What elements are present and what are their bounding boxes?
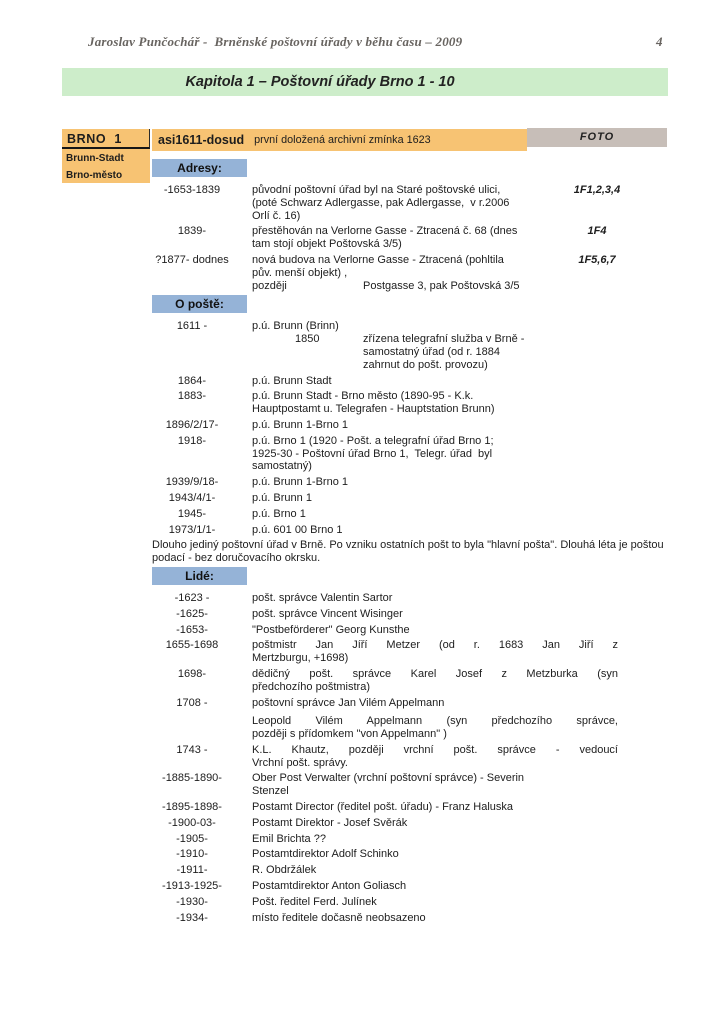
- entry-text-line: p.ú. Brunn (Brinn): [252, 320, 339, 333]
- entry-date: 1839-: [177, 225, 207, 238]
- entry-date: 1943/4/1-: [168, 491, 216, 504]
- entry-text-line: p.ú. Brno 1 (1920 - Pošt. a telegrafní úřad Brno 1;: [252, 434, 494, 447]
- entry-row: [152, 435, 676, 473]
- entry-text-line: p.ú. Brunn Stadt: [252, 374, 332, 387]
- entry-description: [252, 492, 618, 505]
- entry-date: -1900-03-: [168, 816, 216, 829]
- entry-description: [252, 592, 618, 605]
- entry-description: [252, 896, 618, 909]
- entry-date: 1939/9/18-: [165, 476, 219, 489]
- entry-row: [152, 833, 676, 846]
- entry-text-line: p.ú. Brno 1: [252, 507, 306, 520]
- entry-text-line: p.ú. Brunn Stadt - Brno město (1890-95 - K.k.: [252, 390, 474, 403]
- entry-row: [152, 184, 676, 222]
- entry-date: 1945-: [177, 507, 207, 520]
- archive-note: první doložená archivní zmínka 1623: [254, 133, 431, 146]
- entry-description: [252, 624, 618, 637]
- section-title-lide: Lidé:: [152, 567, 247, 585]
- entry-description: [252, 375, 618, 388]
- section-lide: [62, 567, 676, 925]
- entry-description: [252, 833, 618, 846]
- entry-text-line: Pošt. ředitel Ferd. Julínek: [252, 895, 377, 908]
- entry-text-line: samostatný): [252, 460, 312, 473]
- sub-entry-text: [363, 333, 524, 371]
- entry-text-line: zřízena telegrafní služba v Brně -: [363, 333, 525, 346]
- entry-text-line: Mertzburgu, +1698): [252, 652, 349, 665]
- entry-date: 1611 -: [176, 320, 208, 333]
- entry-row: [152, 524, 676, 537]
- office-period: asi1611-dosud: [158, 132, 245, 147]
- entry-text-line: místo ředitele dočasně neobsazeno: [252, 911, 426, 924]
- photo-column-header: FOTO: [527, 128, 667, 147]
- entry-row: [152, 864, 676, 877]
- entry-description: [252, 668, 618, 694]
- section-title-o-poste: O poště:: [152, 295, 247, 313]
- entry-text-line: (poté Schwarz Adlergasse, pak Adlergasse, v r.2006: [252, 196, 510, 209]
- entry-date: 1973/1/1-: [168, 523, 216, 536]
- entry-date: -1623 -: [174, 591, 210, 604]
- entry-date: -1911-: [176, 864, 208, 877]
- entry-description: [252, 715, 618, 741]
- entry-description: [252, 320, 618, 371]
- entry-text-line: předchozího poštmistra): [252, 680, 370, 693]
- note-line: Dlouho jediný poštovní úřad v Brně. Po vzniku ostatních pošt to byla "hlavní pošta". Dlouhá léta je poštou: [152, 539, 664, 552]
- entry-date: 1883-: [177, 390, 207, 403]
- entry-text-line: poštmistr Jan Jíří Metzer (od r. 1683 Jan Jiří z: [252, 639, 618, 652]
- entry-row: [152, 896, 676, 909]
- entry-text-line: nová budova na Verlorne Gasse - Ztracená (pohltila: [252, 253, 504, 266]
- entry-description: [252, 639, 618, 665]
- entry-text-line: tam stojí objekt Poštovská 3/5): [252, 238, 402, 251]
- entry-date: 1918-: [177, 434, 207, 447]
- chapter-banner: [62, 68, 668, 96]
- entry-text-line: Postamt Direktor - Josef Svěrák: [252, 816, 408, 829]
- entry-text-line: p.ú. Brunn 1: [252, 491, 312, 504]
- entry-date: ?1877- dodnes: [155, 253, 229, 266]
- document-header-title: Jaroslav Punčochář - Brněnské poštovní úřady v běhu času – 2009: [88, 34, 463, 49]
- entry-row: [152, 744, 676, 770]
- office-alt-name-german: Brunn-Stadt: [66, 153, 124, 164]
- entry-row: [152, 508, 676, 521]
- entry-text-line: Postamt Director (ředitel pošt. úřadu) - Franz Haluska: [252, 801, 514, 814]
- entry-row: [152, 624, 676, 637]
- entry-row: [152, 254, 676, 292]
- entry-row: [152, 476, 676, 489]
- entry-description: [252, 390, 618, 416]
- entry-row: [152, 492, 676, 505]
- entry-row: [152, 848, 676, 861]
- entry-date: 1708 -: [176, 696, 208, 709]
- entry-text-line: přestěhován na Verlorne Gasse - Ztracená č. 68 (dnes: [252, 225, 518, 238]
- entry-date: -1625-: [176, 607, 208, 620]
- entry-row: [152, 668, 676, 694]
- office-details: [62, 158, 676, 927]
- tabbed-line-left: později: [252, 279, 287, 292]
- entry-date: -1895-1898-: [162, 801, 222, 814]
- office-period-bar: [152, 129, 527, 151]
- entry-row: [152, 419, 676, 432]
- entry-description: [252, 435, 618, 473]
- entry-text-line: Emil Brichta ??: [252, 832, 326, 845]
- entry-description: [252, 524, 618, 537]
- entry-text-line: K.L. Khautz, později vrchní pošt. správce - vedoucí: [252, 743, 618, 756]
- entry-date: 1896/2/17-: [165, 418, 219, 431]
- entry-text-line: Postamtdirektor Anton Goliasch: [252, 880, 407, 893]
- section-o-poste: [62, 295, 676, 565]
- office-alt-name-czech: Brno-město: [66, 170, 123, 181]
- entry-date: 1655-1698: [165, 639, 219, 652]
- entry-date: -1934-: [176, 911, 208, 924]
- entry-description: [252, 912, 618, 925]
- entry-row: [152, 817, 676, 830]
- entry-description: [252, 744, 618, 770]
- entry-text-line: Leopold Vilém Appelmann (syn předchozího správce,: [252, 715, 618, 728]
- entry-row: [152, 639, 676, 665]
- entry-text-line: Postamtdirektor Adolf Schinko: [252, 848, 399, 861]
- entry-text-line: pův. menší objekt) ,: [252, 266, 348, 279]
- entry-row: [152, 225, 676, 251]
- office-name: BRNO 1: [62, 129, 150, 149]
- tabbed-line-right: Postgasse 3, pak Poštovská 3/5: [363, 279, 520, 292]
- photo-ref: 1F4: [587, 225, 607, 238]
- entry-text-line: Ober Post Verwalter (vrchní poštovní správce) - Severin: [252, 772, 525, 785]
- sub-entry: [252, 333, 618, 371]
- entry-description: [252, 608, 618, 621]
- sub-entry-year: 1850: [295, 333, 320, 346]
- entry-description: [252, 772, 618, 798]
- entry-row: [152, 375, 676, 388]
- section-note: [152, 539, 680, 565]
- entry-description: [252, 817, 618, 830]
- note-line: podací - bez doručovacího okrsku.: [152, 552, 321, 565]
- entry-text-line: Orlí č. 16): [252, 209, 301, 222]
- entry-row: [152, 390, 676, 416]
- entry-description: [252, 419, 618, 432]
- entry-text-line: pošt. správce Vincent Wisinger: [252, 607, 403, 620]
- entry-text-line: "Postbeförderer" Georg Kunsthe: [252, 623, 410, 636]
- entry-row: [152, 608, 676, 621]
- page-number: 4: [656, 34, 663, 49]
- section-adresy: [62, 159, 676, 292]
- entry-row: [152, 772, 676, 798]
- entry-description: [252, 476, 618, 489]
- entry-row: [152, 697, 676, 710]
- entry-text-line: Hauptpostamt u. Telegrafen - Hauptstation Brunn): [252, 403, 495, 416]
- entry-text-line: 1925-30 - Poštovní úřad Brno 1, Telegr. úřad byl: [252, 447, 493, 460]
- entry-text-line: dědičný pošt. správce Karel Josef z Metzburka (syn: [252, 667, 618, 680]
- entry-description: [252, 801, 618, 814]
- entry-row: [152, 801, 676, 814]
- entry-date: 1743 -: [176, 743, 208, 756]
- tabbed-line: [252, 280, 618, 293]
- entry-description: [252, 864, 618, 877]
- entry-text-line: pošt. správce Valentin Sartor: [252, 591, 393, 604]
- entry-row: [152, 320, 676, 371]
- entry-text-line: zahrnut do pošt. provozu): [363, 358, 488, 371]
- entry-date: -1885-1890-: [162, 772, 222, 785]
- entry-date: -1653-1839: [163, 184, 221, 196]
- photo-ref: 1F1,2,3,4: [573, 184, 621, 196]
- entry-description: [252, 697, 618, 710]
- entry-date: 1698-: [177, 667, 207, 680]
- photo-ref: 1F5,6,7: [578, 253, 616, 266]
- entry-date: [152, 715, 232, 741]
- entry-text-line: poštovní správce Jan Vilém Appelmann: [252, 696, 445, 709]
- section-title-adresy: Adresy:: [152, 159, 247, 177]
- entry-text-line: R. Obdržálek: [252, 864, 317, 877]
- entry-text-line: p.ú. Brunn 1-Brno 1: [252, 476, 349, 489]
- entry-date: -1930-: [176, 895, 208, 908]
- entry-row: [152, 592, 676, 605]
- entry-text-line: později s přídomkem "von Appelmann" ): [252, 728, 447, 741]
- entry-text-line: Stenzel: [252, 785, 289, 798]
- entry-text-line: p.ú. Brunn 1-Brno 1: [252, 418, 349, 431]
- entry-date: -1905-: [176, 832, 208, 845]
- entry-date: -1910-: [176, 848, 208, 861]
- entry-text-line: samostatný úřad (od r. 1884: [363, 345, 500, 358]
- entry-text-line: p.ú. 601 00 Brno 1: [252, 523, 343, 536]
- entry-row: [152, 880, 676, 893]
- chapter-banner-title: Kapitola 1 – Poštovní úřady Brno 1 - 10: [185, 74, 455, 90]
- entry-date: -1913-1925-: [162, 880, 222, 893]
- entry-row: [152, 715, 676, 741]
- entry-text-line: Vrchní pošt. správy.: [252, 756, 348, 769]
- entry-description: [252, 848, 618, 861]
- entry-date: 1864-: [177, 374, 207, 387]
- entry-date: -1653-: [176, 623, 208, 636]
- entry-description: [252, 880, 618, 893]
- entry-row: [152, 912, 676, 925]
- entry-description: [252, 508, 618, 521]
- entry-text-line: původní poštovní úřad byl na Staré poštovské ulici,: [252, 184, 501, 196]
